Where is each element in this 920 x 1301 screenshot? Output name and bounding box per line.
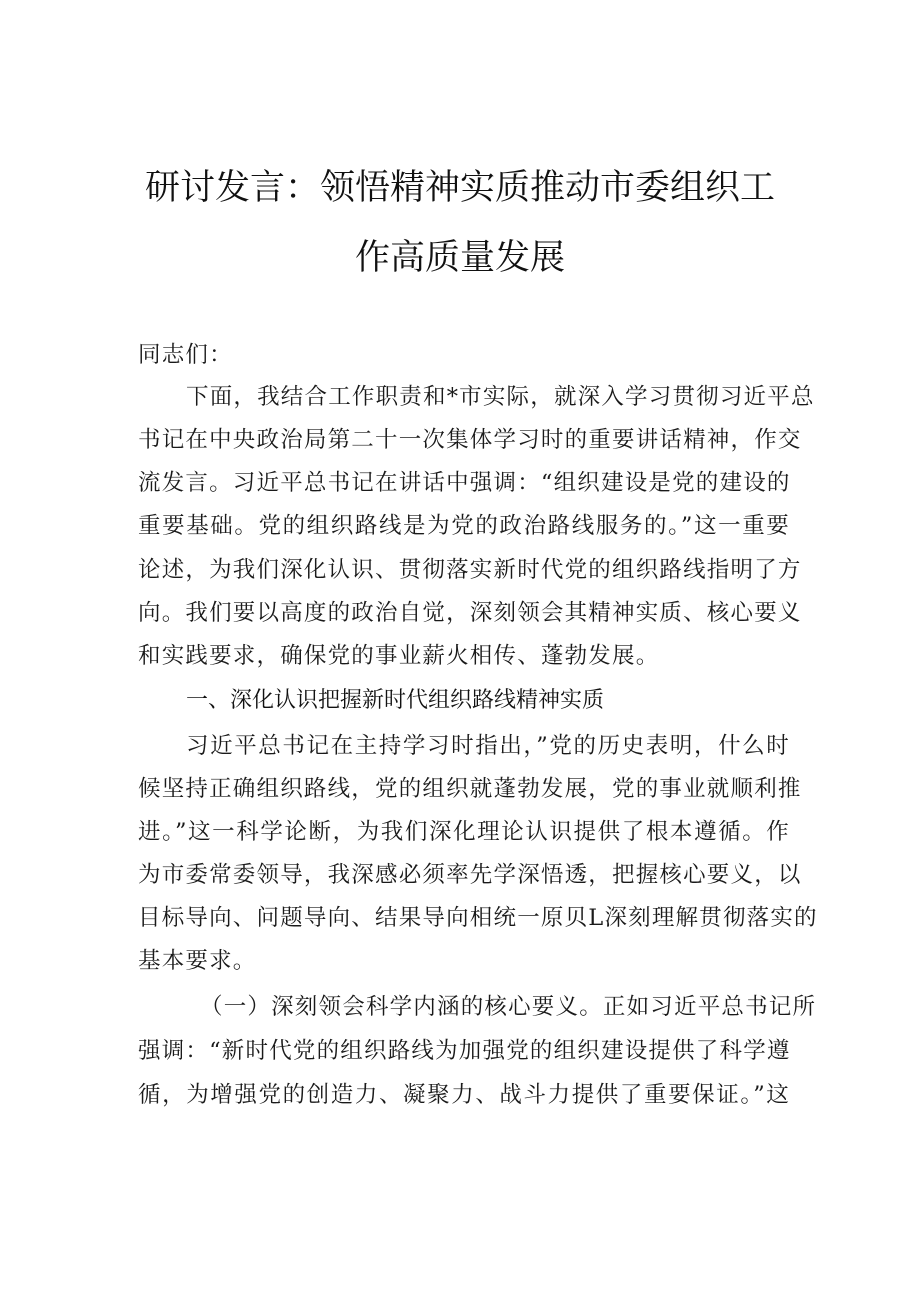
paragraph-1-line-2: 书记在中央政治局第二十一次集体学习时的重要讲话精神，作交 [138, 427, 802, 453]
paragraph-2-line-2: 候坚持正确组织路线，党的组织就蓬勃发展，党的事业就顺利推 [138, 776, 802, 802]
document-title-line-1: 研讨发言：领悟精神实质推动市委组织工 [144, 168, 775, 208]
paragraph-1-line-1: 下面，我结合工作职责和*市实际，就深入学习贯彻习近平总 [186, 384, 815, 410]
salutation: 同志们： [138, 342, 233, 368]
paragraph-2-line-4: 为市委常委领导，我深感必须率先学深悟透，把握核心要义，以 [138, 862, 802, 888]
paragraph-3-line-1: （一）深刻领会科学内涵的核心要义。正如习近平总书记所 [200, 994, 817, 1020]
paragraph-3-line-3: 循，为增强党的创造力、凝聚力、战斗力提供了重要保证。”这 [138, 1082, 790, 1108]
paragraph-2-line-6: 基本要求。 [138, 948, 257, 974]
paragraph-2-line-1: 习近平总书记在主持学习时指出，”党的历史表明，什么时 [186, 733, 790, 759]
paragraph-1-line-5: 论述，为我们深化认识、贯彻落实新时代党的组织路线指明了方 [138, 557, 802, 583]
paragraph-1-line-6: 向。我们要以高度的政治自觉，深刻领会其精神实质、核心要义 [138, 600, 802, 626]
document-title-line-2: 作高质量发展 [354, 238, 565, 278]
paragraph-3-line-2: 强调：“新时代党的组织路线为加强党的组织建设提供了科学遵 [138, 1038, 791, 1064]
paragraph-2-line-5: 目标导向、问题导向、结果导向相统一原贝L深刻理解贯彻落实的 [138, 905, 818, 931]
paragraph-1-line-3: 流发言。习近平总书记在讲话中强调：“组织建设是党的建设的 [138, 470, 791, 496]
paragraph-1-line-4: 重要基础。党的组织路线是为党的政治路线服务的。”这一重要 [138, 513, 790, 539]
section-heading-1: 一、深化认识把握新时代组织路线精神实质 [186, 688, 605, 713]
paragraph-1-line-7: 和实践要求，确保党的事业薪火相传、蓬勃发展。 [138, 643, 660, 669]
paragraph-2-line-3: 进。”这一科学论断，为我们深化理论认识提供了根本遵循。作 [138, 819, 790, 845]
